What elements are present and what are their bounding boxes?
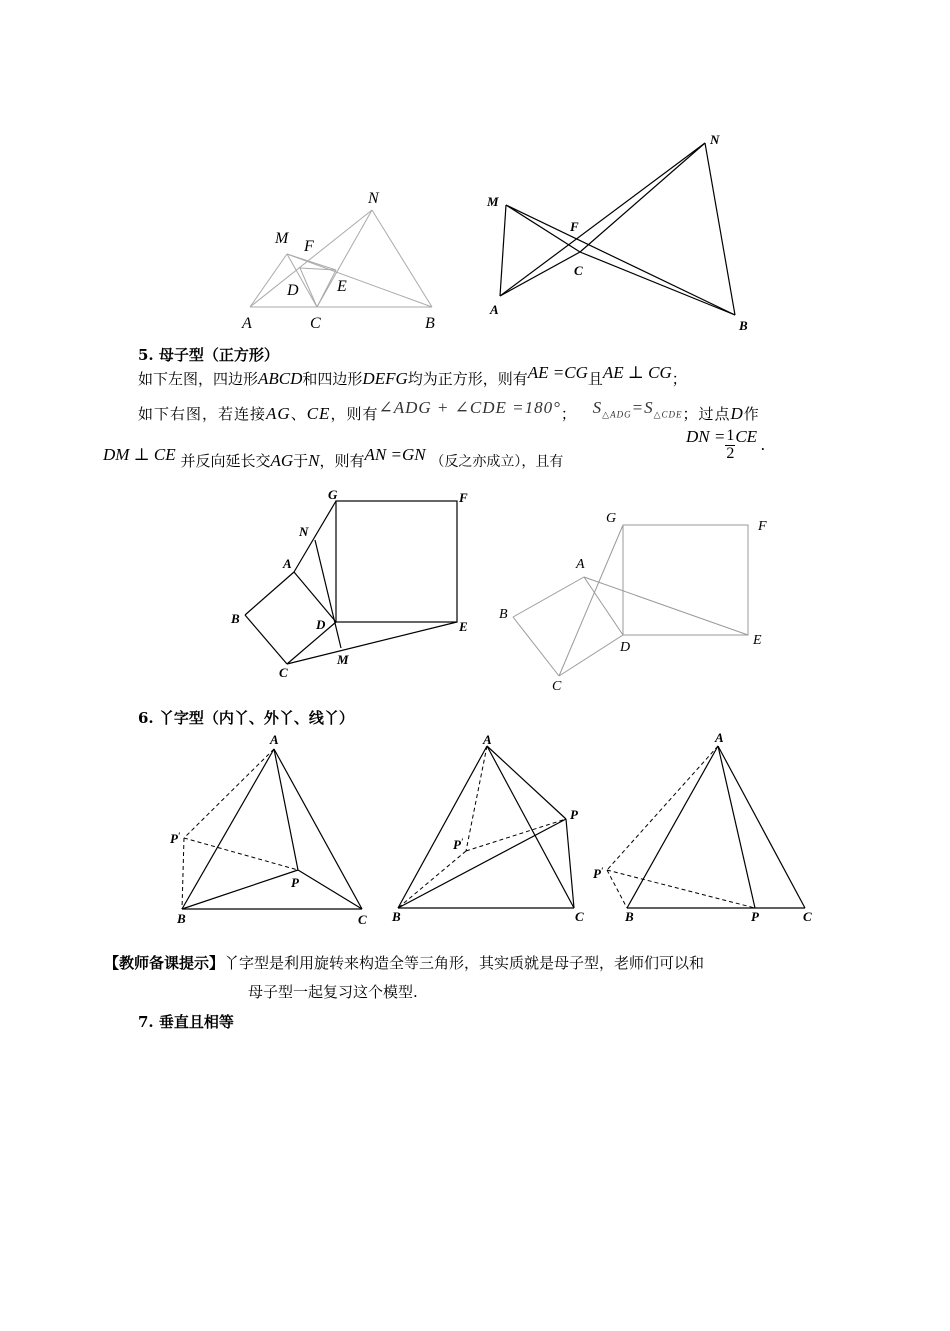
text: 如下左图，四边形 (138, 370, 259, 388)
period: . (761, 434, 766, 454)
math-ag: AG (266, 404, 291, 423)
text: ，则有 (319, 452, 365, 470)
math-angle: ∠ADG + ∠CDE =180° (378, 398, 561, 417)
label-G: G (606, 511, 617, 526)
label-A: A (242, 315, 252, 332)
label-M: M (487, 194, 499, 209)
math-s1: S (592, 398, 603, 417)
label-C: C (574, 263, 583, 278)
text: ； (560, 405, 577, 423)
label-C: C (552, 679, 562, 694)
label-D: D (316, 617, 326, 632)
text: 并反向延长交 (180, 452, 271, 470)
label-D: D (287, 282, 299, 299)
text: 、 (290, 405, 307, 423)
label-B: B (739, 318, 748, 333)
prime-mark: ′ (177, 831, 181, 841)
math-eq: AN =GN (364, 445, 426, 464)
text: 如下右图，若连接 (138, 405, 267, 423)
label-B: B (425, 315, 435, 332)
prime-mark: ′ (600, 866, 604, 876)
label-E: E (337, 278, 347, 295)
text: ；过点 (682, 405, 731, 423)
label-D: D (620, 640, 631, 655)
label-P: P (751, 909, 759, 924)
text: （反之亦成立），且有 (430, 454, 564, 470)
label-F: F (570, 219, 579, 234)
text: 且 (587, 370, 603, 388)
text: ； (671, 370, 687, 388)
label-F: F (459, 490, 468, 505)
figure-2-right (495, 505, 775, 695)
label-A: A (576, 557, 585, 572)
teacher-tip-line-2: 母子型一起复习这个模型. (248, 983, 418, 1001)
label-P: P (570, 807, 578, 822)
fraction-one-half (725, 428, 735, 463)
prime-mark: ′ (460, 837, 464, 847)
figure-3-outer-y (390, 740, 590, 925)
dn-formula (686, 428, 765, 463)
label-C: C (358, 912, 367, 927)
label-P: P (593, 866, 601, 881)
math-abcd: ABCD (258, 369, 303, 388)
figure-1-right (485, 130, 755, 333)
label-B: B (231, 611, 240, 626)
math-n: N (308, 451, 320, 470)
label-C: C (279, 665, 288, 680)
label-C: C (575, 909, 584, 924)
math-eq1: AE =CG (527, 363, 588, 382)
math-ce: CE (306, 404, 331, 423)
math-d: D (730, 404, 744, 423)
section-5-line-3 (103, 445, 564, 470)
math-eq2: AE ⊥ CG (602, 363, 672, 382)
figure-3-inner-y (170, 740, 380, 930)
label-B: B (499, 607, 508, 622)
label-A: A (715, 730, 724, 745)
label-P: P (291, 875, 299, 890)
numerator: 1 (726, 427, 735, 444)
label-E: E (459, 619, 468, 634)
label-P: P (170, 831, 178, 846)
section-7-heading: 7. 垂直且相等 (138, 1013, 234, 1031)
math-s1-sub: △ADG (602, 409, 632, 420)
label-B: B (177, 911, 186, 926)
label-B: B (392, 909, 401, 924)
label-C: C (803, 909, 812, 924)
label-C: C (310, 315, 321, 332)
math-ce: CE (735, 426, 758, 446)
label-B: B (625, 909, 634, 924)
section-5-line-1 (138, 363, 687, 388)
section-5-line-2 (138, 398, 760, 425)
text: 和四边形 (302, 370, 363, 388)
section-5-heading: 5. 母子型（正方形） (138, 346, 279, 364)
label-P-prime (170, 832, 180, 845)
label-P: P (453, 837, 461, 852)
denominator: 2 (726, 444, 735, 462)
math-eq-s: =S (631, 398, 654, 417)
math-ag: AG (270, 451, 294, 470)
label-A: A (490, 302, 499, 317)
label-M: M (337, 652, 349, 667)
label-F: F (758, 519, 767, 534)
label-E: E (753, 633, 762, 648)
label-N: N (710, 132, 720, 147)
math-dn: DN = (686, 426, 726, 446)
figure-1-left (240, 185, 450, 320)
label-F: F (304, 238, 314, 255)
label-G: G (328, 487, 338, 502)
math-defg: DEFG (362, 369, 408, 388)
teacher-tip-line-1 (104, 956, 704, 971)
label-P-prime (453, 838, 463, 851)
label-A: A (483, 732, 492, 747)
label-P-prime (593, 867, 603, 880)
text: ，则有 (330, 405, 379, 423)
teacher-tip-title: 【教师备课提示】 (104, 954, 225, 972)
figure-3-line-y (590, 735, 820, 925)
label-M: M (275, 230, 289, 247)
text: 均为正方形，则有 (407, 370, 528, 388)
text: 作 (743, 405, 760, 423)
teacher-tip-text: 丫字型是利用旋转来构造全等三角形，其实质就是母子型，老师们可以和 (224, 954, 705, 972)
label-N: N (299, 524, 309, 539)
figure-2-left (230, 487, 480, 680)
label-N: N (368, 190, 379, 207)
math-s2-sub: △CDE (653, 409, 683, 420)
text: 于 (293, 452, 309, 470)
math-dm: DM ⊥ CE (103, 445, 176, 464)
section-6-heading: 6. 丫字型（内丫、外丫、线丫） (138, 709, 354, 727)
label-A: A (283, 556, 292, 571)
label-A: A (270, 732, 279, 747)
